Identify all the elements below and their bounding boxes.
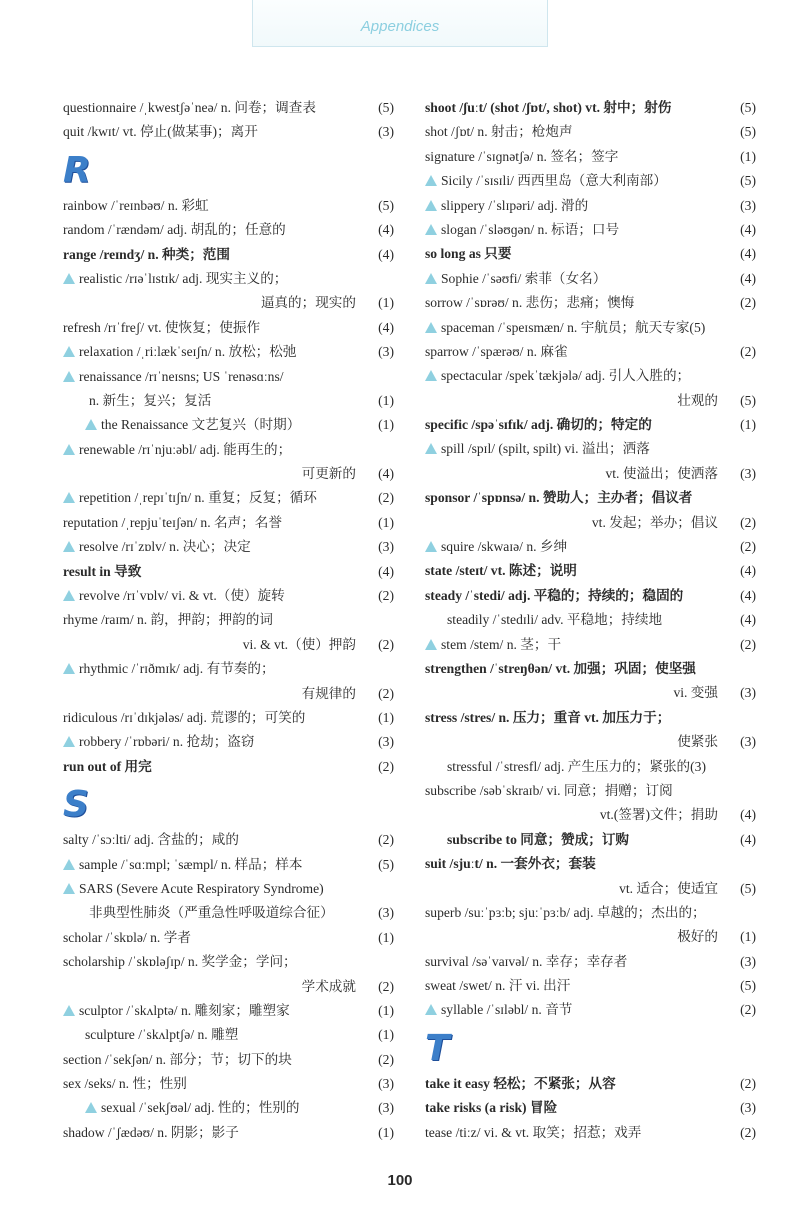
unit-number: (5) <box>740 978 756 994</box>
entry-text: vi. & vt.（使）押韵 <box>242 636 356 652</box>
glossary-entry <box>63 462 398 486</box>
triangle-marker-icon <box>425 443 437 454</box>
unit-number: (4) <box>378 466 394 482</box>
triangle-marker-icon <box>425 175 437 186</box>
entry-text: resolve /rɪˈzɒlv/ n. 决心；决定 <box>79 539 251 555</box>
unit-number: (3) <box>378 344 394 360</box>
glossary-entry <box>425 681 760 705</box>
glossary-entry <box>425 706 760 730</box>
entry-text: sculpture /ˈskʌlptʃə/ n. 雕塑 <box>85 1027 239 1043</box>
unit-number: (1) <box>740 929 756 945</box>
entry-text: sponsor /ˈspɒnsə/ n. 赞助人；主办者；倡议者 <box>425 490 693 506</box>
glossary-entry <box>63 511 398 535</box>
glossary-entry <box>425 608 760 632</box>
glossary-entry <box>425 169 760 193</box>
entry-text: squire /skwaɪə/ n. 乡绅 <box>441 539 568 555</box>
entry-text: 有规律的 <box>301 685 356 701</box>
glossary-entry <box>425 877 760 901</box>
triangle-marker-icon <box>63 371 75 382</box>
unit-number: (2) <box>740 636 756 652</box>
unit-number: (3) <box>740 465 756 481</box>
glossary-entry <box>425 96 760 120</box>
unit-number: (2) <box>378 636 394 652</box>
glossary-entry <box>63 926 398 950</box>
unit-number: (4) <box>378 319 394 335</box>
entry-text: reputation /ˌrepjuˈteɪʃən/ n. 名声；名誉 <box>63 514 282 530</box>
unit-number: (4) <box>740 807 756 823</box>
section-letter-text: T <box>425 1027 450 1069</box>
glossary-entry <box>63 1048 398 1072</box>
glossary-entry <box>63 633 398 657</box>
entry-text: 可更新的 <box>301 466 356 482</box>
unit-number: (5) <box>740 100 756 115</box>
triangle-marker-icon <box>63 736 75 747</box>
section-letter-text: S <box>63 784 89 826</box>
section-letter <box>425 1023 760 1072</box>
glossary-entry <box>63 682 398 706</box>
section-letter-text: R <box>63 149 91 191</box>
entry-text: superb /suːˈpɜːb; sjuːˈpɜːb/ adj. 卓越的；杰出的； <box>425 904 706 920</box>
entry-text: subscribe /səbˈskraɪb/ vi. 同意；捐赠；订阅 <box>425 782 673 798</box>
entry-text: scholar /ˈskɒlə/ n. 学者 <box>63 929 191 945</box>
unit-number: (4) <box>740 587 756 603</box>
glossary-entry <box>63 291 398 315</box>
unit-number: (4) <box>740 831 756 847</box>
glossary-entry <box>63 267 398 291</box>
glossary-entry <box>425 389 760 413</box>
unit-number: (2) <box>740 1075 756 1091</box>
entry-text: section /ˈsekʃən/ n. 部分；节；切下的块 <box>63 1051 292 1067</box>
entry-text: state /steɪt/ vt. 陈述；说明 <box>425 563 577 579</box>
unit-number: (3) <box>740 197 756 213</box>
entry-text: n. 新生；复兴；复活 <box>89 392 212 408</box>
entry-text: vt. 使溢出；使洒落 <box>605 465 718 481</box>
glossary-entry <box>63 1023 398 1047</box>
entry-text: realistic /rɪəˈlɪstɪk/ adj. 现实主义的； <box>79 270 288 286</box>
unit-number: (4) <box>740 563 756 579</box>
entry-text: rhyme /raɪm/ n. 韵，押韵；押韵的词 <box>63 612 273 628</box>
glossary-entry <box>63 999 398 1023</box>
unit-number: (2) <box>740 1002 756 1018</box>
unit-number: (1) <box>378 1124 394 1140</box>
glossary-entry <box>425 242 760 266</box>
unit-number: (2) <box>740 514 756 530</box>
entry-text: specific /spəˈsɪfɪk/ adj. 确切的；特定的 <box>425 417 652 433</box>
entry-text: Sophie /ˈsəʊfi/ 索菲（女名） <box>441 270 607 286</box>
glossary-entry <box>425 633 760 657</box>
unit-number: (5) <box>740 173 756 189</box>
unit-number: (5) <box>740 392 756 408</box>
glossary-entry <box>63 194 398 218</box>
entry-text: 壮观的 <box>677 392 718 408</box>
unit-number: (2) <box>378 490 394 506</box>
unit-number: (3) <box>740 1100 756 1116</box>
header-banner <box>252 0 548 47</box>
unit-number: (4) <box>740 612 756 628</box>
triangle-marker-icon <box>425 273 437 284</box>
entry-text: revolve /rɪˈvɒlv/ vi. & vt.（使）旋转 <box>79 588 285 604</box>
unit-number: (3) <box>378 905 394 921</box>
glossary-entry <box>63 316 398 340</box>
unit-number: (4) <box>740 246 756 262</box>
entry-text: tease /tiːz/ vi. & vt. 取笑；招惹；戏弄 <box>425 1124 642 1140</box>
glossary-entry <box>425 267 760 291</box>
glossary-entry <box>63 706 398 730</box>
glossary-entry <box>425 925 760 949</box>
entry-text: random /ˈrændəm/ adj. 胡乱的；任意的 <box>63 222 286 238</box>
entry-text: salty /ˈsɔːlti/ adj. 含盐的；咸的 <box>63 832 239 848</box>
entry-text: range /reɪndʒ/ n. 种类；范围 <box>63 246 230 262</box>
glossary-entry <box>63 755 398 779</box>
unit-number: (2) <box>378 588 394 604</box>
triangle-marker-icon <box>425 322 437 333</box>
unit-number: (2) <box>740 539 756 555</box>
unit-number: (2) <box>378 832 394 848</box>
unit-number: (1) <box>378 417 394 433</box>
glossary-entry <box>425 291 760 315</box>
entry-text: rainbow /ˈreɪnbəʊ/ n. 彩虹 <box>63 197 209 213</box>
entry-text: sample /ˈsɑːmpl; ˈsæmpl/ n. 样品；样本 <box>79 856 303 872</box>
unit-number: (4) <box>740 221 756 237</box>
glossary-entry <box>63 365 398 389</box>
entry-text: spill /spɪl/ (spilt, spilt) vi. 溢出；洒落 <box>441 441 650 457</box>
glossary-entry <box>63 96 398 120</box>
unit-number: (3) <box>740 685 756 701</box>
unit-number: (3) <box>378 539 394 555</box>
glossary-entry <box>63 828 398 852</box>
unit-number: (5) <box>378 856 394 872</box>
entry-text: result in 导致 <box>63 563 142 579</box>
entry-text: renaissance /rɪˈneɪsns; US ˈrenəsɑːns/ <box>79 368 284 384</box>
right-column <box>425 96 760 1145</box>
entry-text: shadow /ˈʃædəʊ/ n. 阴影；影子 <box>63 1124 239 1140</box>
triangle-marker-icon <box>63 859 75 870</box>
glossary-entry <box>63 243 398 267</box>
unit-number: (3) <box>740 953 756 969</box>
glossary-entry <box>63 560 398 584</box>
entry-text: 极好的 <box>677 929 718 945</box>
glossary-entry <box>63 486 398 510</box>
glossary-entry <box>425 657 760 681</box>
entry-text: survival /səˈvaɪvəl/ n. 幸存；幸存者 <box>425 953 628 969</box>
entry-text: vi. 变强 <box>673 685 718 701</box>
glossary-entry <box>425 535 760 559</box>
unit-number: (2) <box>378 1051 394 1067</box>
glossary-entry <box>425 413 760 437</box>
unit-number: (1) <box>378 1002 394 1018</box>
unit-number: (1) <box>378 929 394 945</box>
entry-text: refresh /rɪˈfreʃ/ vt. 使恢复；使振作 <box>63 319 261 335</box>
entry-text: questionnaire /ˌkwestʃəˈneə/ n. 问卷；调查表 <box>63 100 316 115</box>
entry-text: robbery /ˈrɒbəri/ n. 抢劫；盗窃 <box>79 734 255 750</box>
unit-number: (1) <box>378 392 394 408</box>
glossary-entry <box>425 779 760 803</box>
glossary-entry <box>425 364 760 388</box>
glossary-entry <box>63 413 398 437</box>
glossary-entry <box>425 194 760 218</box>
glossary-entry <box>63 853 398 877</box>
glossary-entry <box>425 1072 760 1096</box>
glossary-entry <box>425 755 760 779</box>
entry-text: stressful /ˈstresfl/ adj. 产生压力的；紧张的(3) <box>447 758 707 774</box>
entry-text: take risks (a risk) 冒险 <box>425 1100 558 1116</box>
entry-text: slogan /ˈsləʊɡən/ n. 标语；口号 <box>441 221 620 237</box>
glossary-entry <box>425 218 760 242</box>
glossary-entry <box>425 730 760 754</box>
glossary-entry <box>63 1072 398 1096</box>
entry-text: relaxation /ˌriːlækˈseɪʃn/ n. 放松；松弛 <box>79 344 297 360</box>
page-number: 100 <box>387 1172 413 1189</box>
entry-text: subscribe to 同意；赞成；订购 <box>447 831 630 847</box>
triangle-marker-icon <box>425 224 437 235</box>
entry-text: Sicily /ˈsɪsɪli/ 西西里岛（意大利南部） <box>441 173 667 189</box>
glossary-entry <box>63 877 398 901</box>
triangle-marker-icon <box>85 1102 97 1113</box>
triangle-marker-icon <box>63 444 75 455</box>
entry-text: shoot /ʃuːt/ (shot /ʃɒt/, shot) vt. 射中；射伤 <box>425 100 672 115</box>
unit-number: (1) <box>378 295 394 311</box>
triangle-marker-icon <box>63 541 75 552</box>
unit-number: (2) <box>378 978 394 994</box>
glossary-entry <box>425 511 760 535</box>
entry-text: shot /ʃɒt/ n. 射击；枪炮声 <box>425 124 573 140</box>
entry-text: sculptor /ˈskʌlptə/ n. 雕刻家；雕塑家 <box>79 1002 290 1018</box>
glossary-entry <box>425 486 760 510</box>
glossary-entry <box>63 1096 398 1120</box>
entry-text: quit /kwɪt/ vt. 停止(做某事)；离开 <box>63 124 258 140</box>
glossary-entry <box>425 462 760 486</box>
entry-text: sparrow /ˈspærəʊ/ n. 麻雀 <box>425 343 568 359</box>
glossary-entry <box>425 145 760 169</box>
entry-text: suit /sjuːt/ n. 一套外衣；套装 <box>425 856 596 872</box>
glossary-entry <box>425 437 760 461</box>
entry-text: ridiculous /rɪˈdɪkjələs/ adj. 荒谬的；可笑的 <box>63 709 306 725</box>
entry-text: steadily /ˈstedɪli/ adv. 平稳地；持续地 <box>447 612 663 628</box>
unit-number: (2) <box>378 685 394 701</box>
triangle-marker-icon <box>63 346 75 357</box>
triangle-marker-icon <box>425 639 437 650</box>
glossary-entry <box>425 974 760 998</box>
unit-number: (5) <box>740 124 756 140</box>
glossary-entry <box>63 950 398 974</box>
section-letter <box>63 145 398 194</box>
entry-text: vt.(签署)文件；捐助 <box>599 807 718 823</box>
section-letter <box>63 779 398 828</box>
entry-text: sexual /ˈsekʃʊəl/ adj. 性的；性别的 <box>101 1100 300 1116</box>
unit-number: (1) <box>378 514 394 530</box>
triangle-marker-icon <box>63 590 75 601</box>
glossary-entry <box>425 559 760 583</box>
unit-number: (3) <box>378 124 394 140</box>
triangle-marker-icon <box>85 419 97 430</box>
unit-number: (2) <box>740 343 756 359</box>
unit-number: (1) <box>378 709 394 725</box>
entry-text: repetition /ˌrepɪˈtɪʃn/ n. 重复；反复；循环 <box>79 490 317 506</box>
unit-number: (3) <box>378 1100 394 1116</box>
entry-text: signature /ˈsɪɡnətʃə/ n. 签名；签字 <box>425 148 619 164</box>
triangle-marker-icon <box>63 492 75 503</box>
entry-text: slippery /ˈslɪpəri/ adj. 滑的 <box>441 197 589 213</box>
glossary-entry <box>63 584 398 608</box>
entry-text: syllable /ˈsɪləbl/ n. 音节 <box>441 1002 573 1018</box>
entry-text: vt. 发起；举办；倡议 <box>591 514 718 530</box>
glossary-entry <box>63 389 398 413</box>
glossary-entry <box>425 803 760 827</box>
glossary-entry <box>63 120 398 144</box>
unit-number: (5) <box>378 100 394 115</box>
glossary-entry <box>425 1121 760 1145</box>
entry-text: scholarship /ˈskɒləʃɪp/ n. 奖学金；学问； <box>63 954 297 970</box>
glossary-entry <box>63 1121 398 1145</box>
unit-number: (2) <box>378 758 394 774</box>
triangle-marker-icon <box>425 1004 437 1015</box>
unit-number: (3) <box>740 734 756 750</box>
entry-text: 非典型性肺炎（严重急性呼吸道综合征） <box>89 905 334 921</box>
unit-number: (4) <box>378 222 394 238</box>
entry-text: 使紧张 <box>677 734 718 750</box>
entry-text: rhythmic /ˈrɪðmɪk/ adj. 有节奏的； <box>79 661 275 677</box>
entry-text: strengthen /ˈstreŋθən/ vt. 加强；巩固；使坚强 <box>425 660 696 676</box>
entry-text: spaceman /ˈspeɪsmæn/ n. 宇航员；航天专家(5) <box>441 319 706 335</box>
unit-number: (1) <box>378 1027 394 1043</box>
entry-text: vt. 适合；使适宜 <box>619 880 718 896</box>
triangle-marker-icon <box>425 370 437 381</box>
glossary-entry <box>425 584 760 608</box>
glossary-entry <box>63 730 398 754</box>
entry-text: stress /stres/ n. 压力；重音 vt. 加压力于； <box>425 709 671 725</box>
left-column <box>63 96 398 1145</box>
unit-number: (2) <box>740 1124 756 1140</box>
glossary-entry <box>63 975 398 999</box>
glossary-entry <box>425 120 760 144</box>
entry-text: steady /ˈstedi/ adj. 平稳的；持续的；稳固的 <box>425 587 684 603</box>
entry-text: 学术成就 <box>301 978 356 994</box>
entry-text: 逼真的；现实的 <box>260 295 356 311</box>
triangle-marker-icon <box>63 273 75 284</box>
unit-number: (5) <box>378 197 394 213</box>
entry-text: sorrow /ˈsɒrəʊ/ n. 悲伤；悲痛；懊悔 <box>425 295 635 311</box>
unit-number: (3) <box>378 734 394 750</box>
glossary-entry <box>425 950 760 974</box>
unit-number: (2) <box>740 295 756 311</box>
entry-text: run out of 用完 <box>63 758 152 774</box>
unit-number: (4) <box>378 563 394 579</box>
glossary-entry <box>425 998 760 1022</box>
entry-text: take it easy 轻松；不紧张；从容 <box>425 1075 616 1091</box>
glossary-entry <box>63 340 398 364</box>
entry-text: sweat /swet/ n. 汗 vi. 出汗 <box>425 978 571 994</box>
entry-text: stem /stem/ n. 茎；干 <box>441 636 562 652</box>
header-title: Appendices <box>360 18 440 35</box>
entry-text: renewable /rɪˈnjuːəbl/ adj. 能再生的； <box>79 441 292 457</box>
entry-text: so long as 只要 <box>425 246 512 262</box>
triangle-marker-icon <box>425 200 437 211</box>
glossary-entry <box>425 1096 760 1120</box>
glossary-entry <box>63 535 398 559</box>
glossary-entry <box>425 828 760 852</box>
entry-text: the Renaissance 文艺复兴（时期） <box>101 417 301 433</box>
triangle-marker-icon <box>63 1005 75 1016</box>
glossary-entry <box>425 340 760 364</box>
entry-text: spectacular /spekˈtækjələ/ adj. 引人入胜的； <box>441 368 691 384</box>
glossary-entry <box>63 608 398 632</box>
triangle-marker-icon <box>63 663 75 674</box>
unit-number: (4) <box>378 246 394 262</box>
glossary-entry <box>63 901 398 925</box>
unit-number: (3) <box>378 1076 394 1092</box>
glossary-entry <box>425 852 760 876</box>
entry-text: SARS (Severe Acute Respiratory Syndrome) <box>79 880 324 896</box>
triangle-marker-icon <box>425 541 437 552</box>
unit-number: (1) <box>740 148 756 164</box>
unit-number: (4) <box>740 270 756 286</box>
entry-text: sex /seks/ n. 性；性别 <box>63 1076 187 1092</box>
glossary-entry <box>425 316 760 340</box>
unit-number: (1) <box>740 417 756 433</box>
glossary-entry <box>425 901 760 925</box>
triangle-marker-icon <box>63 883 75 894</box>
glossary-entry <box>63 438 398 462</box>
unit-number: (5) <box>740 880 756 896</box>
glossary-entry <box>63 218 398 242</box>
glossary-entry <box>63 657 398 681</box>
